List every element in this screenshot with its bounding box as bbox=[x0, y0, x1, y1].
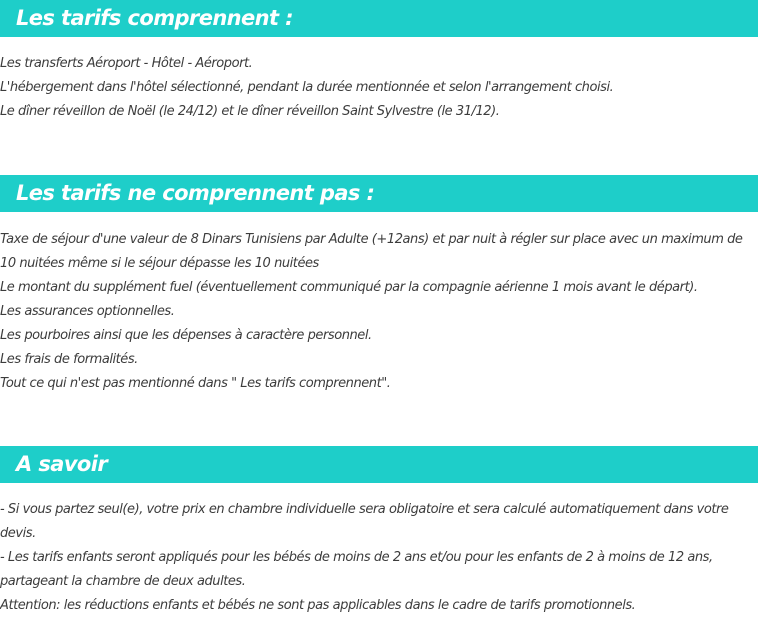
section-header-good-to-know bbox=[0, 446, 758, 483]
list-item: - Les tarifs enfants seront appliqués pour les bébés de moins de 2 ans et/ou pour les enfants de 2 à moins de 12 ans, partageant la chambre de deux adultes. bbox=[0, 550, 713, 589]
list-item: L'hébergement dans l'hôtel sélectionné, pendant la durée mentionnée et selon l'arrangement choisi. bbox=[0, 80, 614, 95]
list-item: Les assurances optionnelles. bbox=[0, 304, 175, 319]
section-body-not-included bbox=[0, 228, 758, 396]
list-item: Attention: les réductions enfants et bébés ne sont pas applicables dans le cadre de tarifs promotionnels. bbox=[0, 598, 636, 613]
section-title: A savoir bbox=[16, 452, 108, 476]
list-item: Les frais de formalités. bbox=[0, 352, 138, 367]
section-title: Les tarifs ne comprennent pas : bbox=[16, 181, 375, 205]
section-header-included bbox=[0, 0, 758, 37]
list-item: Le montant du supplément fuel (éventuellement communiqué par la compagnie aérienne 1 mois avant le départ). bbox=[0, 280, 698, 295]
section-body-good-to-know bbox=[0, 498, 758, 618]
list-item: - Si vous partez seul(e), votre prix en chambre individuelle sera obligatoire et sera calculé automatiquement dans votre devis. bbox=[0, 502, 729, 541]
list-item: Les transferts Aéroport - Hôtel - Aéroport. bbox=[0, 56, 253, 71]
list-item: Les pourboires ainsi que les dépenses à caractère personnel. bbox=[0, 328, 372, 343]
list-item: Taxe de séjour d'une valeur de 8 Dinars Tunisiens par Adulte (+12ans) et par nuit à régler sur place avec un maximum de 10 nuitées même si le séjour dépasse les 10 nuitées bbox=[0, 232, 743, 271]
section-header-not-included bbox=[0, 175, 758, 212]
list-item: Le dîner réveillon de Noël (le 24/12) et le dîner réveillon Saint Sylvestre (le 31/12). bbox=[0, 104, 500, 119]
section-title: Les tarifs comprennent : bbox=[16, 6, 293, 30]
list-item: Tout ce qui n'est pas mentionné dans " Les tarifs comprennent". bbox=[0, 376, 391, 391]
section-body-included bbox=[0, 52, 758, 124]
